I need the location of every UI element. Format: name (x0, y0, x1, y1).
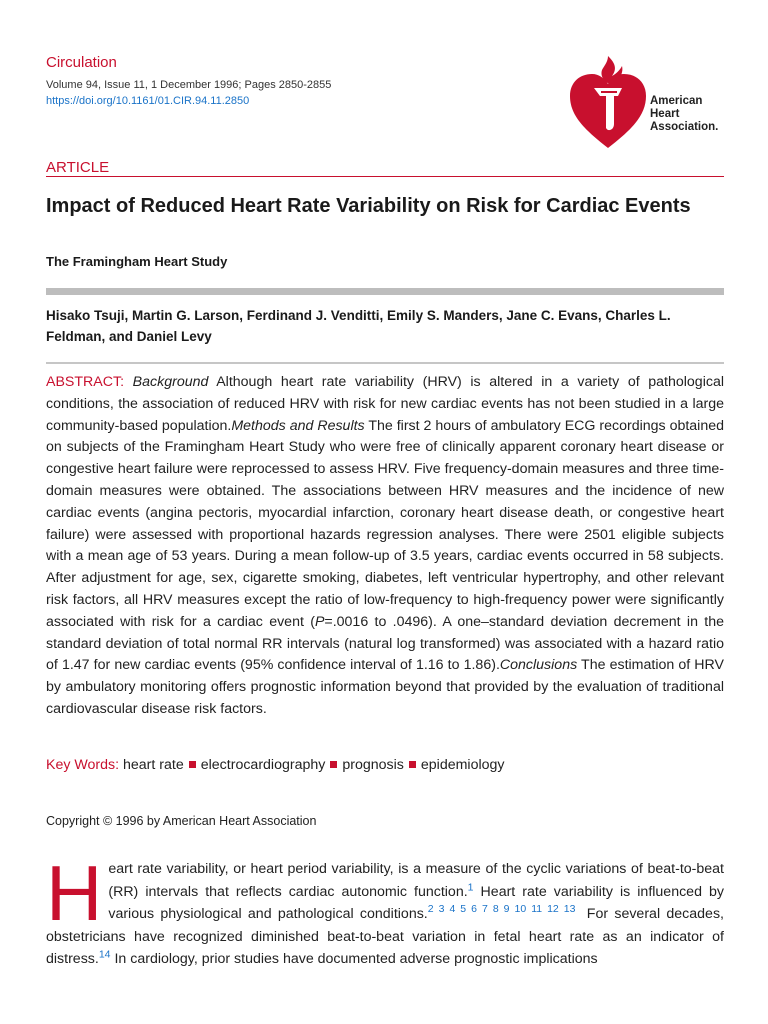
journal-name[interactable]: Circulation (46, 54, 117, 71)
gray-divider-bar (46, 288, 724, 295)
reference-link[interactable]: 14 (98, 948, 111, 961)
reference-link[interactable]: 4 (449, 903, 456, 916)
background-text: Although heart rate variability (HRV) is altered in a variety of pathological conditions, the association of reduced HRV with risk for new cardiac events has not been studied in a large community-based population. (46, 374, 724, 434)
methods-text-a: The first 2 hours of ambulatory ECG recordings obtained on subjects of the Framingham Heart Study who were free of clinically apparent coronary heart disease or congestive heart failure were reprocessed to assess HRV. Five frequency-domain measures and three time-domain measures were obtained. The associations between HRV measures and the incidence of new cardiac events (angina pectoris, myocardial infarction, coronary heart disease death, or congestive heart failure) were assessed with proportional hazards regression analyses. There were 2501 eligible subjects with a mean age of 53 years. During a mean follow-up of 3.5 years, cardiac events occurred in 58 subjects. After adjustment for age, sex, cigarette smoking, diabetes, left ventricular hypertrophy, and other relevant risk factors, all HRV measures except the ratio of low-frequency to high-frequency power were significantly associated with risk for a cardiac event ( (46, 417, 724, 630)
keyword-item[interactable]: prognosis (342, 757, 404, 773)
reference-link[interactable]: 2 (427, 903, 434, 916)
keywords-label: Key Words (46, 757, 116, 773)
aha-logo[interactable] (568, 54, 738, 150)
keywords: Key Words: heart rate electrocardiography prognosis epidemiology (46, 757, 505, 773)
conclusions-text: The estimation of HRV by ambulatory monitoring offers prognostic information beyond that provided by the evaluation of traditional cardiovascular disease risk factors. (46, 657, 724, 717)
doi-link[interactable]: https://doi.org/10.1161/01.CIR.94.11.2850 (46, 95, 250, 107)
logo-line-1: American (650, 95, 703, 107)
aha-logo-text (650, 95, 718, 134)
article-title: Impact of Reduced Heart Rate Variability on Risk for Cardiac Events (46, 195, 691, 217)
keyword-item[interactable]: epidemiology (420, 757, 505, 773)
conclusions-heading: Conclusions (499, 657, 578, 674)
reference-link[interactable]: 8 (492, 903, 499, 916)
square-bullet-icon (409, 761, 416, 768)
square-bullet-icon (330, 761, 337, 768)
methods-heading: Methods and Results (231, 417, 365, 434)
background-heading: Background (132, 374, 209, 390)
gray-divider-line (46, 362, 724, 364)
article-type-label: ARTICLE (46, 159, 110, 176)
logo-line-2: Heart (650, 108, 680, 120)
reference-link[interactable]: 5 (460, 903, 467, 916)
logo-line-3: Association. (650, 121, 719, 133)
keyword-item[interactable]: heart rate (123, 757, 184, 773)
body-text-1: eart rate variability, or heart period variability, is a measure of the cyclic variations of beat-to-beat (RR) intervals that reflects cardiac autonomic function. (108, 861, 724, 900)
reference-link[interactable]: 1 (467, 880, 474, 893)
methods-text-b: =.0016 to .0496). A one–standard deviation decrement in the standard deviation of total normal RR intervals (natural log transformed) was associated with a hazard ratio of 1.47 for new cardiac events (95% confidence interval of 1.16 to 1.86). (46, 613, 724, 674)
square-bullet-icon (189, 761, 196, 768)
abstract-label: ABSTRACT: (46, 374, 125, 390)
keyword-item[interactable]: electrocardiography (200, 757, 326, 773)
reference-links (428, 903, 581, 915)
p-value-label: P (314, 613, 325, 630)
reference-link[interactable]: 12 (547, 903, 559, 916)
reference-link[interactable]: 13 (563, 903, 576, 916)
body-paragraph (46, 849, 724, 971)
reference-link[interactable]: 11 (531, 903, 543, 916)
citation-meta (46, 77, 331, 109)
reference-link[interactable]: 6 (471, 903, 477, 916)
body-text-3: For several decades, obstetricians have recognized diminished beat-to-beat variation in fetal heart rate as an indicator of distress. (46, 906, 724, 968)
drop-cap: H (46, 849, 103, 937)
abstract (46, 372, 724, 721)
red-divider (46, 176, 724, 177)
aha-heart-torch-logo-icon (568, 54, 648, 150)
citation-info: Volume 94, Issue 11, 1 December 1996; Pages 2850-2855 (46, 79, 332, 91)
author-list[interactable]: Hisako Tsuji, Martin G. Larson, Ferdinand J. Venditti, Emily S. Manders, Jane C. Evans, Charles L. Feldman, and Daniel Levy (46, 308, 671, 344)
reference-link[interactable]: 7 (481, 903, 488, 916)
reference-link[interactable]: 10 (514, 903, 527, 916)
reference-link[interactable]: 3 (438, 903, 445, 916)
body-text-4: In cardiology, prior studies have documented adverse prognostic implications (110, 951, 598, 968)
copyright-notice: Copyright © 1996 by American Heart Association (46, 814, 317, 828)
body-text-2: Heart rate variability is influenced by various physiological and pathological conditions. (108, 883, 724, 923)
reference-link[interactable]: 9 (503, 903, 510, 916)
article-subtitle: The Framingham Heart Study (46, 254, 228, 269)
